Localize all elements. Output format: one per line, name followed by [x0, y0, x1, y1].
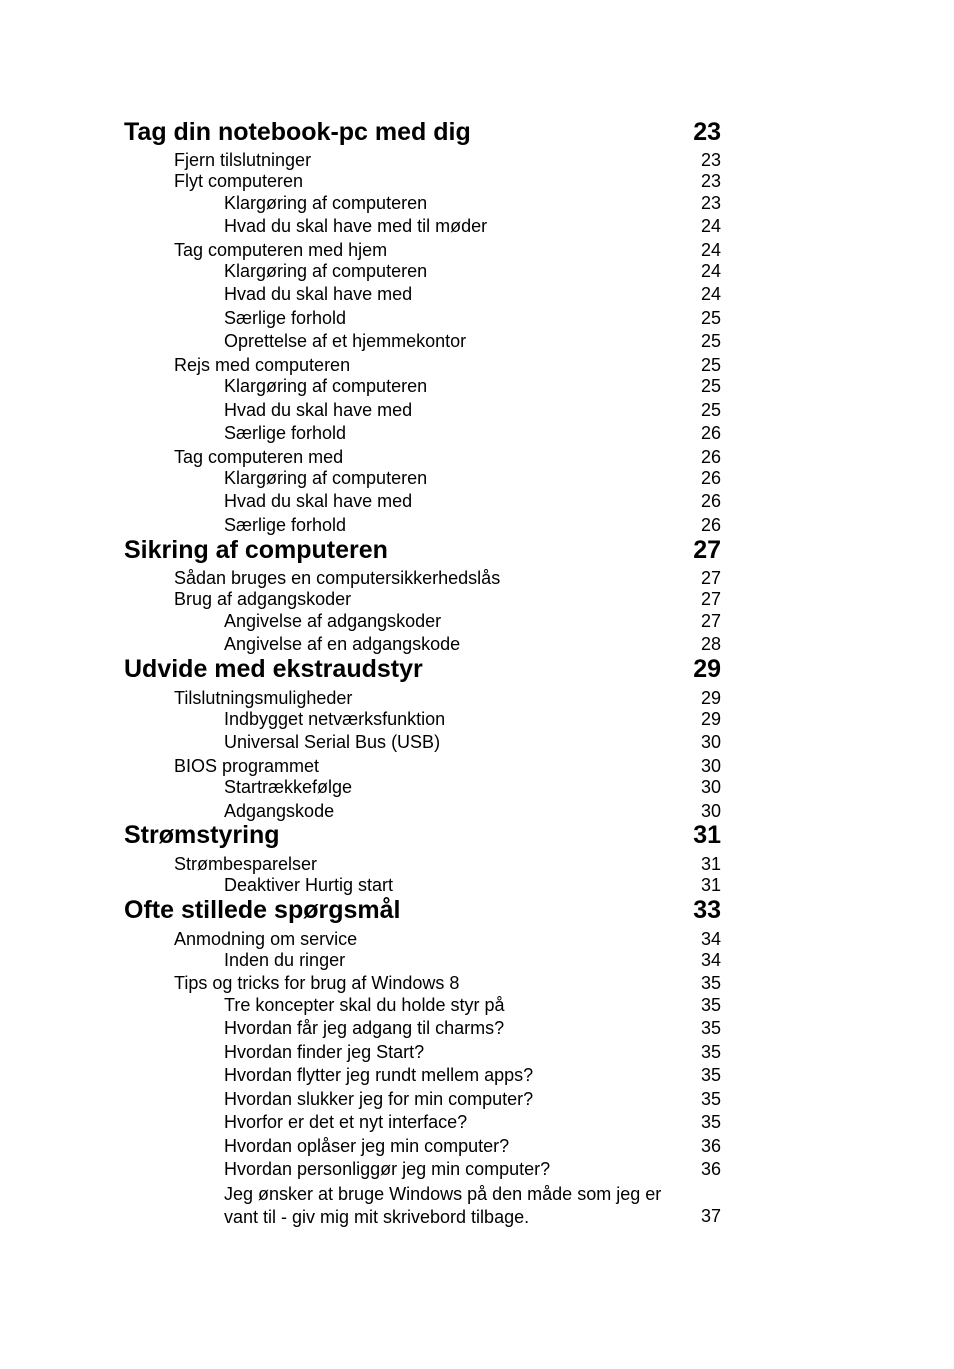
toc-entry-title: Tre koncepter skal du holde styr på	[224, 995, 505, 1015]
toc-entry-title: Jeg ønsker at bruge Windows på den måde som jeg er vant til - giv mig mit skrivebord tilbage.	[224, 1184, 662, 1227]
toc-entry-title: BIOS programmet	[174, 756, 320, 776]
toc-entry-page: 30	[700, 732, 721, 752]
toc-entry-page: 35	[700, 1065, 721, 1085]
toc-entry-page: 24	[700, 240, 721, 260]
toc-entry-page: 34	[700, 950, 721, 970]
toc-entry-title: Klargøring af computeren	[224, 261, 428, 281]
toc-entry-title: Hvad du skal have med	[224, 491, 413, 511]
toc-entry-title: Strømstyring	[124, 821, 280, 849]
toc-entry-title: Hvordan finder jeg Start?	[224, 1042, 425, 1062]
toc-entry-title: Rejs med computeren	[174, 355, 351, 375]
toc-entry-page: 25	[700, 355, 721, 375]
toc-entry-page: 31	[693, 821, 721, 849]
toc-entry-title: Indbygget netværksfunktion	[224, 709, 446, 729]
toc-entry-title: Ofte stillede spørgsmål	[124, 896, 401, 924]
toc-entry-title: Tilslutningsmuligheder	[174, 688, 353, 708]
toc-entry-title: Inden du ringer	[224, 950, 346, 970]
toc-entry-page: 24	[700, 216, 721, 236]
toc-entry-page: 30	[700, 801, 721, 821]
toc-entry-page: 26	[700, 491, 721, 511]
toc-entry-title: Udvide med ekstraudstyr	[124, 655, 423, 683]
toc-entry-page: 23	[700, 193, 721, 213]
toc-entry-title: Angivelse af en adgangskode	[224, 634, 461, 654]
toc-entry-title: Hvordan slukker jeg for min computer?	[224, 1089, 534, 1109]
toc-entry-title: Tips og tricks for brug af Windows 8	[174, 973, 460, 993]
toc-entry-page: 23	[693, 118, 721, 146]
toc-entry-title: Sådan bruges en computersikkerhedslås	[174, 568, 501, 588]
toc-entry-title: Fjern tilslutninger	[174, 150, 312, 170]
toc-entry-title: Flyt computeren	[174, 171, 304, 191]
toc-entry-title: Hvordan får jeg adgang til charms?	[224, 1018, 505, 1038]
toc-entry-title: Startrækkefølge	[224, 777, 353, 797]
toc-entry-page: 31	[700, 854, 721, 874]
toc-entry-title: Klargøring af computeren	[224, 193, 428, 213]
toc-entry-page: 30	[700, 756, 721, 776]
toc-entry-page: 25	[700, 376, 721, 396]
toc-entry-title: Angivelse af adgangskoder	[224, 611, 442, 631]
toc-entry-page: 26	[700, 468, 721, 488]
toc-entry-page: 26	[700, 423, 721, 443]
toc-entry-page: 31	[700, 875, 721, 895]
toc-entry-page: 27	[700, 589, 721, 609]
toc-entry-title: Tag computeren med	[174, 447, 344, 467]
toc-entry-title: Adgangskode	[224, 801, 335, 821]
toc-entry-page: 26	[700, 515, 721, 535]
toc-entry-page: 24	[700, 261, 721, 281]
toc-entry-page: 27	[693, 536, 721, 564]
toc-entry-title: Klargøring af computeren	[224, 376, 428, 396]
toc-entry-title: Hvad du skal have med til møder	[224, 216, 488, 236]
toc-entry-page: 35	[700, 1018, 721, 1038]
toc-entry-page: 35	[700, 973, 721, 993]
toc-entry-page: 27	[700, 611, 721, 631]
toc-entry-page: 36	[700, 1136, 721, 1156]
toc-entry-title: Klargøring af computeren	[224, 468, 428, 488]
toc-entry-title: Tag computeren med hjem	[174, 240, 388, 260]
toc-entry-page: 24	[700, 284, 721, 304]
toc-entry-title: Anmodning om service	[174, 929, 358, 949]
toc-entry-title: Hvordan oplåser jeg min computer?	[224, 1136, 510, 1156]
toc-entry-title: Sikring af computeren	[124, 536, 388, 564]
toc-entry-title: Hvorfor er det et nyt interface?	[224, 1112, 468, 1132]
toc-entry-title: Deaktiver Hurtig start	[224, 875, 394, 895]
toc-entry-page: 25	[700, 331, 721, 351]
toc-entry-page: 33	[693, 896, 721, 924]
toc-entry-title: Oprettelse af et hjemmekontor	[224, 331, 467, 351]
toc-entry-title: Særlige forhold	[224, 308, 347, 328]
toc-entry-page: 25	[700, 308, 721, 328]
toc-entry-page: 30	[700, 777, 721, 797]
toc-entry-page: 34	[700, 929, 721, 949]
toc-entry-page: 35	[700, 1089, 721, 1109]
toc-entry-title: Særlige forhold	[224, 423, 347, 443]
toc-entry-page: 36	[700, 1159, 721, 1179]
toc-entry-title: Hvordan flytter jeg rundt mellem apps?	[224, 1065, 534, 1085]
toc-entry-page: 23	[700, 171, 721, 191]
toc-entry-page: 35	[700, 995, 721, 1015]
toc-entry-title: Universal Serial Bus (USB)	[224, 732, 441, 752]
toc-entry-page: 25	[700, 400, 721, 420]
toc-entry-page: 27	[700, 568, 721, 588]
toc-entry-title: Tag din notebook-pc med dig	[124, 118, 471, 146]
toc-entry-page: 28	[700, 634, 721, 654]
toc-entry-title: Særlige forhold	[224, 515, 347, 535]
toc-entry-page: 29	[700, 709, 721, 729]
toc-entry-page: 37	[700, 1206, 721, 1226]
toc-entry-page: 29	[693, 655, 721, 683]
toc-entry-page: 35	[700, 1112, 721, 1132]
toc-entry-title: Hvad du skal have med	[224, 284, 413, 304]
toc-entry-page: 23	[700, 150, 721, 170]
toc-entry-title: Hvad du skal have med	[224, 400, 413, 420]
toc-entry-title: Hvordan personliggør jeg min computer?	[224, 1159, 551, 1179]
toc-entry-title: Strømbesparelser	[174, 854, 318, 874]
toc-entry-page: 35	[700, 1042, 721, 1062]
toc-entry-page: 29	[700, 688, 721, 708]
toc-entry-title: Brug af adgangskoder	[174, 589, 352, 609]
toc-entry-page: 26	[700, 447, 721, 467]
